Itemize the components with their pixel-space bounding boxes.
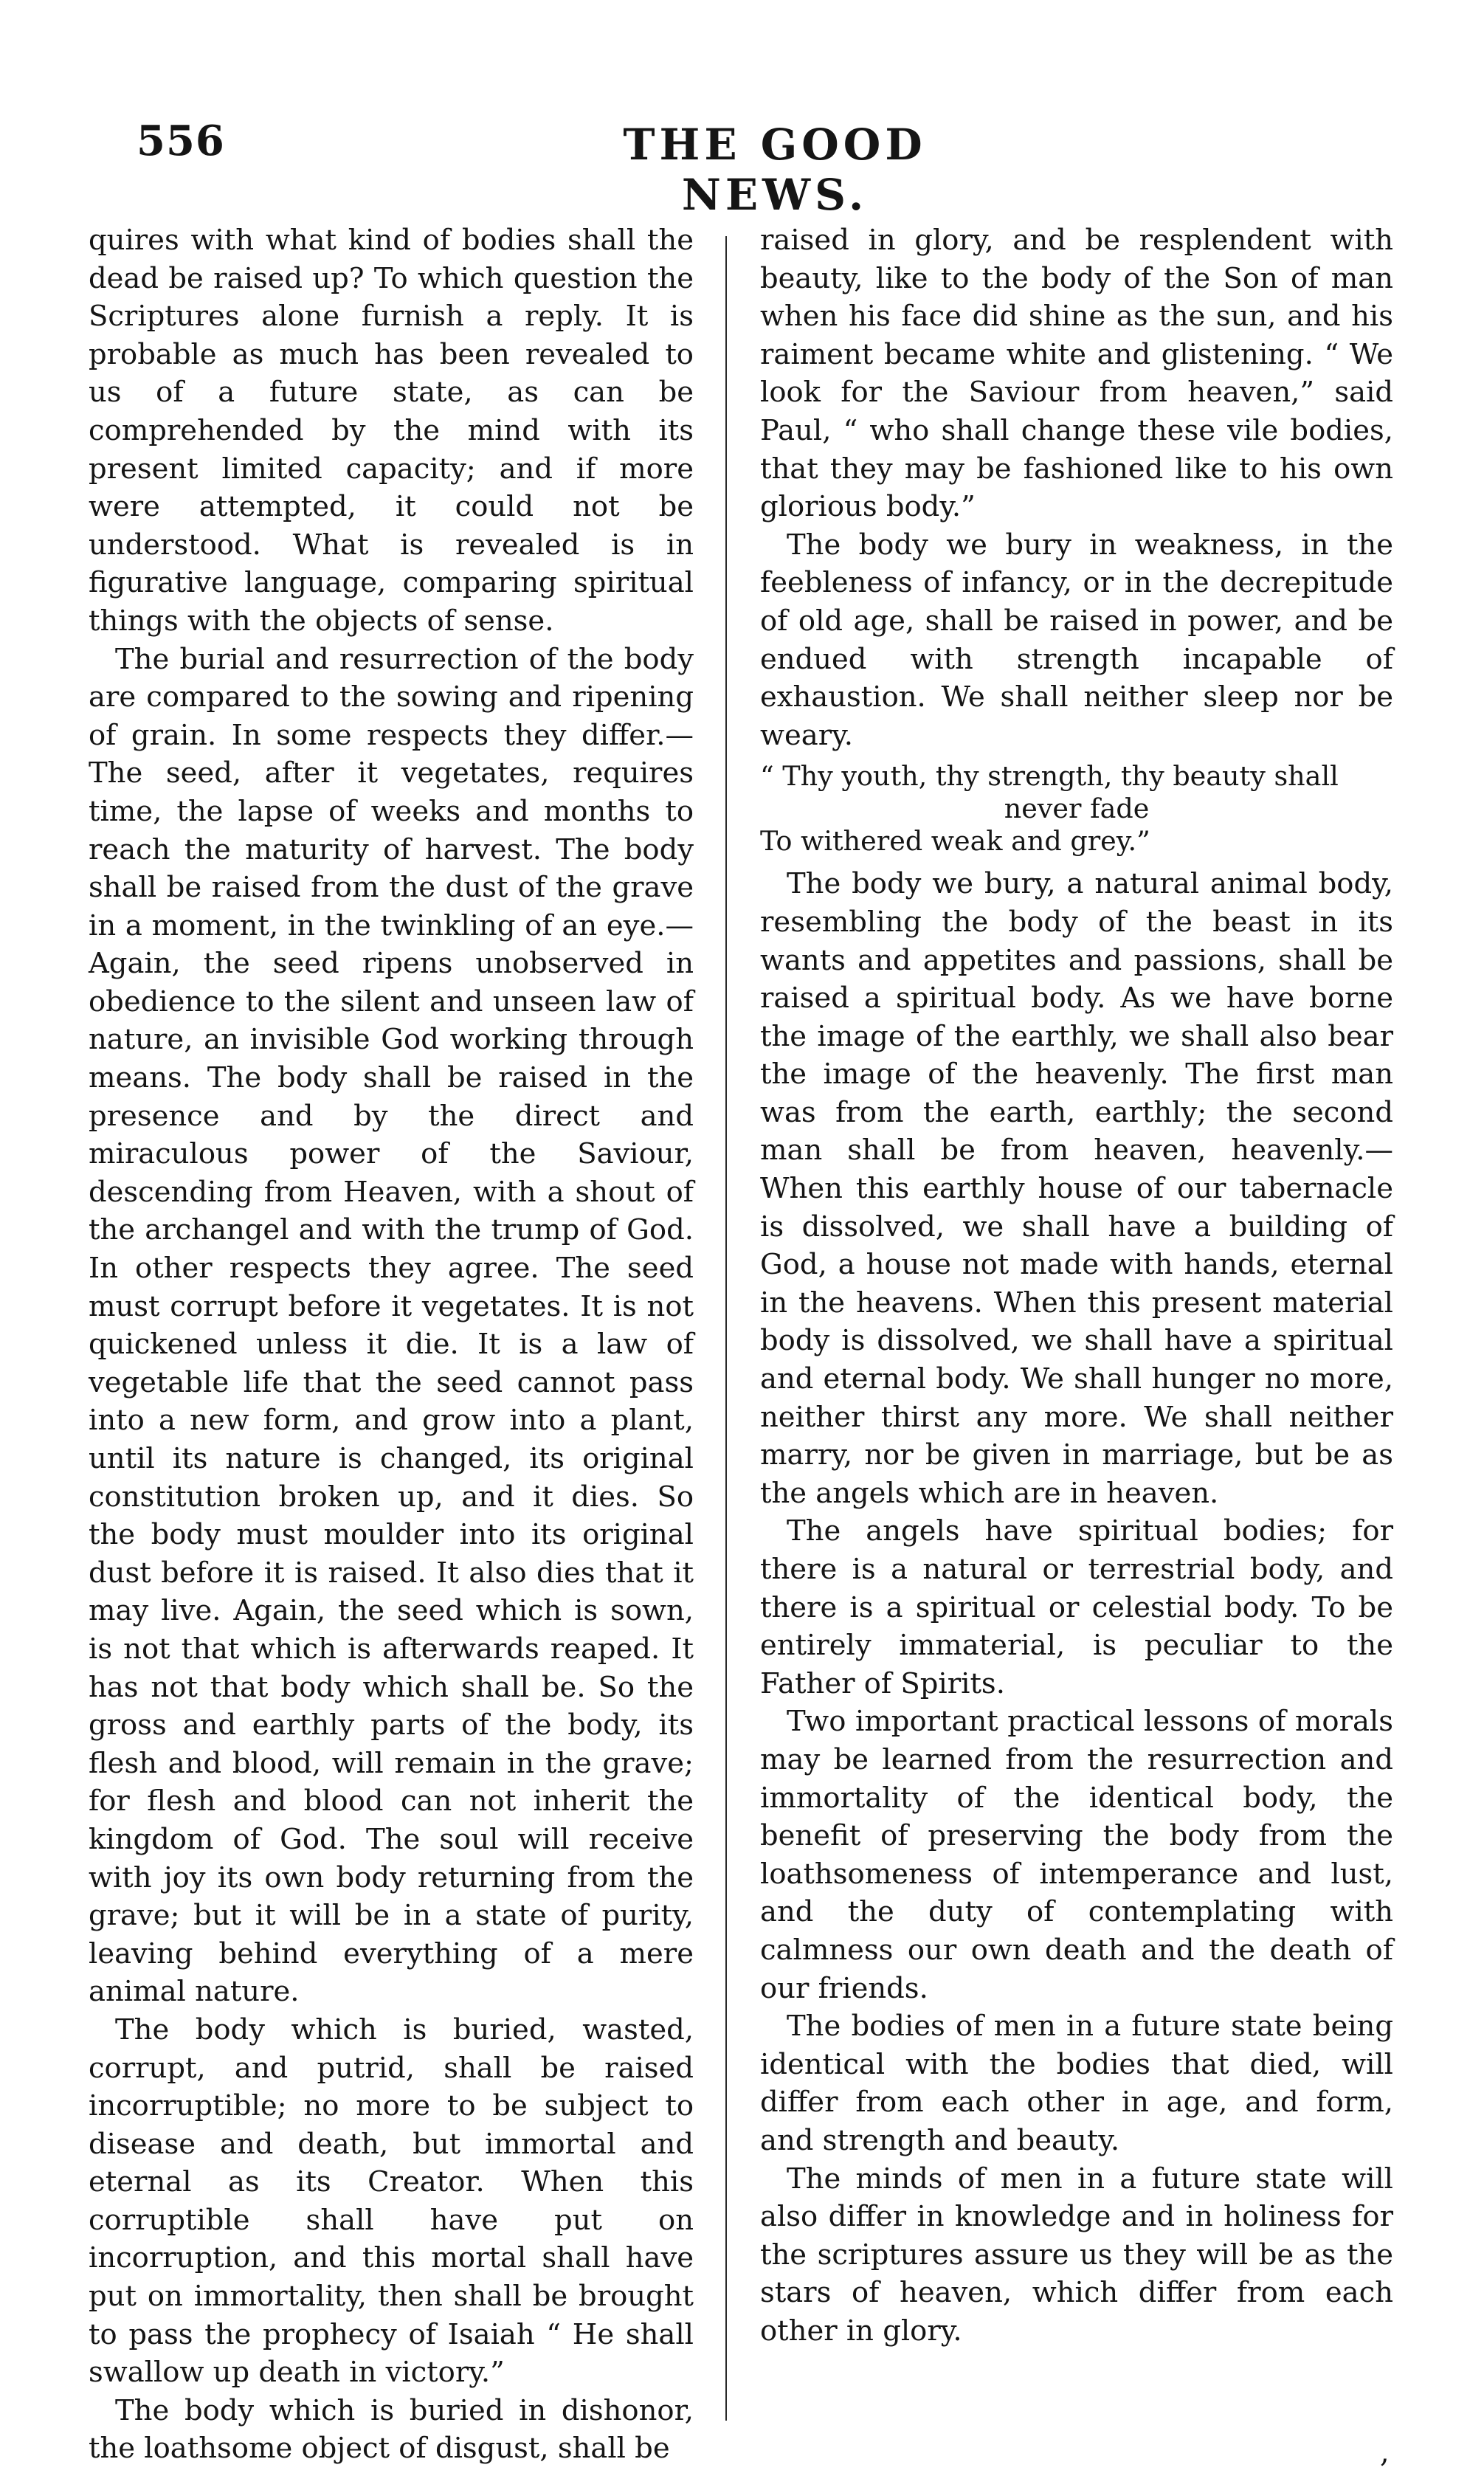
right-paragraph-4: The angels have spiritual bodies; for there is a natural or terrestrial body, and there is a spiritual or celestial body. To be entirely immaterial, is peculiar to the Father of Spirits. (760, 1514, 1393, 1700)
verse-line-1: “ Thy youth, thy strength, thy beauty shall (760, 760, 1339, 793)
left-paragraph-3: The body which is buried, wasted, corrupt, and putrid, shall be raised incorruptible; no more to be subject to disease and death, but immortal and eternal as its Creator. When this corruptible shall have put on incorruption, and this mortal shall have put on immortality, then shall be brought to pass the prophecy of Isaiah “ He shall swallow up death in victory.” (89, 2013, 694, 2390)
right-column (760, 221, 1393, 2350)
left-paragraph-1: quires with what kind of bodies shall the dead be raised up? To which question the Scriptures alone furnish a reply. It is probable as much has been revealed to us of a future state, as can be comprehended by the mind with its present limited capacity; and if more were attempted, it could not be understood. What is revealed is in figurative language, comparing spiritual things with the objects of sense. (89, 224, 694, 638)
right-paragraph-6: The bodies of men in a future state being identical with the bodies that died, will differ from each other in age, and form, and strength and beauty. (760, 2010, 1393, 2157)
column-divider (725, 236, 727, 2421)
right-paragraph-1: raised in glory, and be resplendent with beauty, like to the body of the Son of man when his face did shine as the sun, and his raiment became white and glistening. “ We look for the Saviour from heaven,” said Paul, “ who shall change these vile bodies, that they may be fashioned like to his own glorious body.” (760, 224, 1393, 524)
left-paragraph-2: The burial and resurrection of the body are compared to the sowing and ripening of grain. In some respects they differ.—The seed, after it vegetates, requires time, the lapse of weeks and months to reach the maturity of harvest. The body shall be raised from the dust of the grave in a moment, in the twinkling of an eye.—Again, the seed ripens unobserved in obedience to the silent and unseen law of nature, an invisible God working through means. The body shall be raised in the presence and by the direct and miraculous power of the Saviour, descending from Heaven, with a shout of the archangel and with the trump of God. In other respects they agree. The seed must corrupt before it vegetates. It is not quickened unless it die. It is a law of vegetable life that the seed cannot pass into a new form, and grow into a plant, until its nature is changed, its original constitution broken up, and it dies. So the body must moulder into its original dust before it is raised. It also dies that it may live. Again, the seed which is sown, is not that which is afterwards reaped. It has not that body which shall be. So the gross and earthly parts of the body, its flesh and blood, will remain in the grave; for flesh and blood can not inherit the kingdom of God. The soul will receive with joy its own body returning from the grave; but it will be in a state of purity, leaving behind everything of a mere animal nature. (89, 642, 694, 2009)
right-paragraph-3: The body we bury, a natural animal body, resembling the body of the beast in its wants and appetites and passions, shall be raised a spiritual body. As we have borne the image of the earthly, we shall also bear the image of the heavenly. The first man was from the earth, earthly; the second man shall be from heaven, heavenly.—When this earthly house of our tabernacle is dissolved, we shall have a building of God, a house not made with hands, eternal in the heavens. When this present material body is dissolved, we shall have a spiritual and eternal body. We shall hunger no more, neither thirst any more. We shall neither marry, nor be given in marriage, but be as the angels which are in heaven. (760, 867, 1393, 1510)
right-paragraph-5: Two important practical lessons of morals may be learned from the resurrection and immortality of the identical body, the benefit of preserving the body from the loathsomeness of intemperance and lust, and the duty of contemplating with calmness our own death and the death of our friends. (760, 1705, 1393, 2005)
right-paragraph-7: The minds of men in a future state will also differ in knowledge and in holiness for the scriptures assure us they will be as the stars of heaven, which differ from each other in glory. (760, 2162, 1393, 2348)
verse-quote (760, 760, 1393, 858)
left-column (89, 221, 694, 2468)
verse-line-2: never fade (1004, 793, 1150, 825)
left-paragraph-4: The body which is buried in dishonor, the loathsome object of disgust, shall be (89, 2393, 694, 2466)
running-head: THE GOOD NEWS. (623, 120, 927, 220)
page-number: 556 (137, 117, 225, 165)
verse-line-3: To withered weak and grey.” (760, 825, 1150, 858)
right-paragraph-2: The body we bury in weakness, in the feebleness of infancy, or in the decrepitude of old age, shall be raised in power, and be endued with strength incapable of exhaustion. We shall neither sleep nor be weary. (760, 528, 1393, 752)
stray-mark: , (1380, 2435, 1390, 2469)
